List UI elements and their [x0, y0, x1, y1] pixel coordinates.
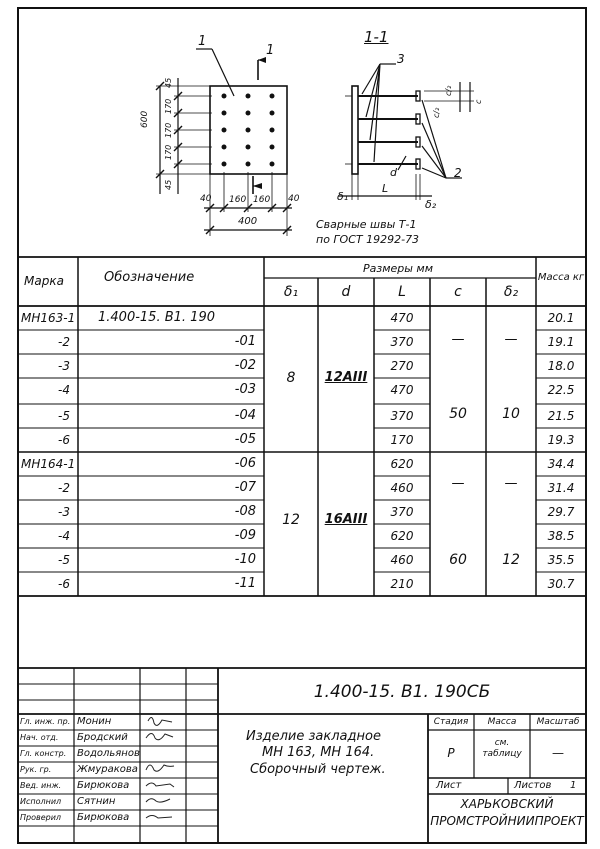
dim-edge-bottom: 45	[164, 179, 173, 190]
dim-width-right: 40	[288, 194, 300, 204]
signature-scribbles	[146, 717, 174, 818]
row-length: 210	[390, 577, 414, 591]
signature-name: Бирюкова	[77, 812, 130, 823]
dim-width-total: 400	[238, 216, 258, 227]
group1-diameter: 12AIII	[324, 370, 368, 385]
title-line1: Изделие закладное	[246, 729, 381, 744]
signature-name: Жмуракова	[77, 764, 138, 775]
row-mass: 20.1	[547, 311, 575, 325]
row-length: 170	[390, 433, 414, 447]
group2-delta2-dash: —	[504, 476, 518, 491]
header-delta1: δ₁	[283, 284, 299, 300]
group2-c: 60	[449, 552, 467, 568]
row-designation: -07	[234, 480, 256, 495]
row-designation: 1.400-15. В1. 190	[98, 310, 215, 325]
header-marka: Марка	[24, 274, 64, 288]
scale-value: —	[552, 746, 564, 760]
sheets-count: 1	[570, 780, 577, 791]
row-length: 370	[390, 409, 414, 423]
row-designation: -05	[234, 432, 256, 447]
row-marka: МН163-1	[21, 311, 76, 325]
signature-role: Проверил	[20, 813, 62, 822]
row-marka: -3	[58, 505, 70, 519]
row-marka: -3	[58, 359, 70, 373]
row-mass: 21.5	[547, 409, 575, 423]
dim-edge-top: 45	[164, 77, 173, 88]
row-mass: 35.5	[547, 553, 575, 567]
sheet-label: Лист	[436, 780, 462, 791]
row-designation: -09	[234, 528, 256, 543]
signature-role: Вед. инж.	[20, 781, 62, 790]
row-mass: 22.5	[547, 383, 575, 397]
scale-label: Масштаб	[536, 717, 580, 727]
row-marka: -2	[58, 481, 70, 495]
label-c-half-bottom: c/₂	[432, 107, 441, 118]
header-delta2: δ₂	[503, 284, 519, 300]
group1-delta2: 10	[502, 406, 520, 422]
group1-delta1: 8	[286, 370, 296, 386]
callout-1-plan: 1	[198, 34, 207, 49]
doc-number: 1.400-15. В1. 190СБ	[313, 682, 491, 702]
title-line2: МН 163, МН 164.	[262, 745, 375, 760]
signature-role: Гл. инж. пр.	[20, 717, 71, 726]
dim-pitch-2: 170	[164, 122, 173, 138]
callout-2-stud: 2	[454, 166, 462, 180]
signature-role: Гл. констр.	[20, 749, 67, 758]
weld-note-line2: по ГОСТ 19292-73	[316, 233, 420, 246]
label-length: L	[382, 182, 389, 195]
dim-width-mid-1: 160	[229, 195, 247, 205]
dim-pitch-3: 170	[164, 144, 173, 160]
row-marka: -5	[58, 553, 70, 567]
row-designation: -03	[234, 382, 256, 397]
row-mass: 29.7	[547, 505, 575, 519]
row-mass: 31.4	[547, 481, 575, 495]
row-length: 470	[390, 311, 414, 325]
dim-width-left: 40	[200, 194, 212, 204]
row-designation: -02	[234, 358, 256, 373]
row-length: 470	[390, 383, 414, 397]
title-line3: Сборочный чертеж.	[250, 762, 386, 777]
group1-c: 50	[449, 406, 467, 422]
row-length: 620	[390, 457, 414, 471]
row-designation: -01	[234, 334, 256, 349]
row-designation: -04	[234, 408, 256, 423]
signature-role: Рук. гр.	[20, 765, 52, 774]
row-mass: 19.1	[547, 335, 575, 349]
label-delta1: δ₁	[337, 190, 349, 203]
stage-label: Стадия	[433, 717, 469, 727]
row-length: 270	[390, 359, 414, 373]
row-designation: -08	[234, 504, 256, 519]
row-designation: -11	[234, 576, 256, 591]
sheets-label: Листов	[514, 780, 552, 791]
row-mass: 30.7	[547, 577, 575, 591]
label-diameter: d	[390, 166, 397, 179]
row-length: 620	[390, 529, 414, 543]
row-designation: -10	[234, 552, 256, 567]
section-mark-top: 1	[266, 43, 275, 58]
row-mass: 34.4	[547, 457, 575, 471]
header-l: L	[398, 284, 406, 300]
org-line2: ПРОМСТРОЙНИИПРОЕКТ	[430, 814, 584, 828]
row-mass: 18.0	[547, 359, 575, 373]
signature-role: Нач. отд.	[20, 733, 59, 742]
header-dims-group: Размеры мм	[362, 262, 434, 275]
row-length: 370	[390, 505, 414, 519]
row-mass: 19.3	[547, 433, 575, 447]
org-line1: ХАРЬКОВСКИЙ	[460, 797, 554, 811]
header-c: с	[454, 284, 462, 300]
row-marka: -4	[58, 529, 70, 543]
signature-name: Бирюкова	[77, 780, 130, 791]
group2-diameter: 16AIII	[324, 512, 368, 527]
row-length: 460	[390, 481, 414, 495]
signature-name: Монин	[77, 716, 112, 727]
row-marka: МН164-1	[21, 457, 76, 471]
row-marka: -6	[58, 577, 70, 591]
header-d: d	[341, 284, 351, 300]
signature-name: Бродский	[77, 732, 128, 743]
signature-role: Исполнил	[20, 797, 62, 806]
dim-height-total: 600	[140, 110, 150, 128]
group2-delta2: 12	[502, 552, 520, 568]
stage-value: Р	[447, 746, 455, 760]
header-designation: Обозначение	[104, 270, 195, 285]
group2-delta1: 12	[282, 512, 300, 528]
weld-note-line1: Сварные швы Т-1	[316, 218, 417, 231]
group1-delta2-dash: —	[504, 332, 518, 347]
row-marka: -4	[58, 383, 70, 397]
mass-value: см. таблицу	[482, 738, 522, 759]
row-length: 460	[390, 553, 414, 567]
callout-3-weld: 3	[397, 52, 405, 66]
group1-c-dash: —	[451, 332, 465, 347]
section-title: 1-1	[364, 28, 389, 46]
label-c: c	[474, 99, 483, 104]
label-c-half-top: c/₂	[444, 85, 453, 96]
mass-label: Масса	[487, 717, 517, 727]
dim-pitch-1: 170	[164, 98, 173, 114]
signature-name: Сятнин	[77, 796, 116, 807]
row-length: 370	[390, 335, 414, 349]
row-marka: -6	[58, 433, 70, 447]
header-mass: Масса кг	[537, 272, 585, 283]
row-mass: 38.5	[547, 529, 575, 543]
group2-c-dash: —	[451, 476, 465, 491]
signature-name: Водольянов	[77, 748, 140, 759]
label-delta2: δ₂	[425, 198, 437, 211]
row-designation: -06	[234, 456, 256, 471]
dim-width-mid-2: 160	[253, 195, 271, 205]
row-marka: -5	[58, 409, 70, 423]
row-marka: -2	[58, 335, 70, 349]
